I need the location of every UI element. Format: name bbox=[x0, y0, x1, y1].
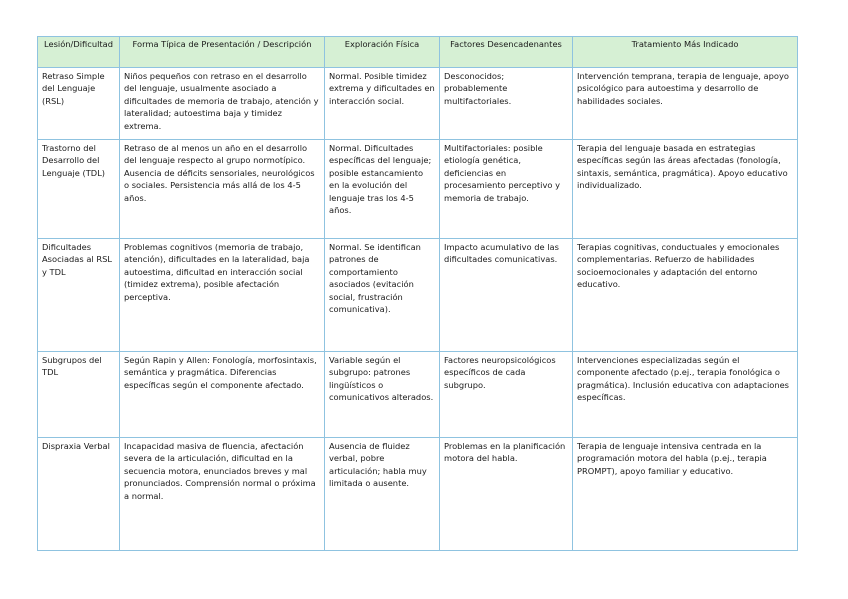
table-row bbox=[38, 352, 798, 438]
cell-lesion: Dificultades Asociadas al RSL y TDL bbox=[38, 239, 120, 352]
table-row bbox=[38, 68, 798, 140]
table-row bbox=[38, 140, 798, 239]
cell-presentacion: Niños pequeños con retraso en el desarrollo del lenguaje, usualmente asociado a dificultades de memoria de trabajo, atención y lateralidad; autoestima baja y timidez extrema. bbox=[120, 68, 325, 140]
clinical-table bbox=[37, 36, 798, 551]
cell-factores: Desconocidos; probablemente multifactoriales. bbox=[440, 68, 573, 140]
cell-tratamiento: Terapias cognitivas, conductuales y emocionales complementarias. Refuerzo de habilidades socioemocionales y adaptación del entorno educativo. bbox=[573, 239, 798, 352]
cell-factores: Multifactoriales: posible etiología genética, deficiencias en procesamiento perceptivo y memoria de trabajo. bbox=[440, 140, 573, 239]
cell-exploracion: Variable según el subgrupo: patrones lingüísticos o comunicativos alterados. bbox=[325, 352, 440, 438]
cell-factores: Problemas en la planificación motora del habla. bbox=[440, 438, 573, 551]
cell-lesion: Subgrupos del TDL bbox=[38, 352, 120, 438]
cell-presentacion: Incapacidad masiva de fluencia, afectación severa de la articulación, dificultad en la secuencia motora, enunciados breves y mal pronunciados. Comprensión normal o próxima a normal. bbox=[120, 438, 325, 551]
header-tratamiento: Tratamiento Más Indicado bbox=[573, 37, 798, 68]
cell-factores: Impacto acumulativo de las dificultades comunicativas. bbox=[440, 239, 573, 352]
cell-exploracion: Normal. Posible timidez extrema y dificultades en interacción social. bbox=[325, 68, 440, 140]
header-row bbox=[38, 37, 798, 68]
cell-tratamiento: Terapia del lenguaje basada en estrategias específicas según las áreas afectadas (fonología, sintaxis, semántica, pragmática). Apoyo educativo individualizado. bbox=[573, 140, 798, 239]
header-presentacion: Forma Típica de Presentación / Descripción bbox=[120, 37, 325, 68]
table-row bbox=[38, 438, 798, 551]
cell-lesion: Trastorno del Desarrollo del Lenguaje (TDL) bbox=[38, 140, 120, 239]
cell-tratamiento: Terapia de lenguaje intensiva centrada en la programación motora del habla (p.ej., terapia PROMPT), apoyo familiar y educativo. bbox=[573, 438, 798, 551]
cell-tratamiento: Intervenciones especializadas según el componente afectado (p.ej., terapia fonológica o pragmática). Inclusión educativa con adaptaciones específicas. bbox=[573, 352, 798, 438]
cell-tratamiento: Intervención temprana, terapia de lenguaje, apoyo psicológico para autoestima y desarrollo de habilidades sociales. bbox=[573, 68, 798, 140]
cell-exploracion: Normal. Se identifican patrones de comportamiento asociados (evitación social, frustración comunicativa). bbox=[325, 239, 440, 352]
cell-factores: Factores neuropsicológicos específicos de cada subgrupo. bbox=[440, 352, 573, 438]
header-lesion: Lesión/Dificultad bbox=[38, 37, 120, 68]
cell-exploracion: Ausencia de fluidez verbal, pobre articulación; habla muy limitada o ausente. bbox=[325, 438, 440, 551]
cell-presentacion: Retraso de al menos un año en el desarrollo del lenguaje respecto al grupo normotípico. Ausencia de déficits sensoriales, neurológicos o sociales. Persistencia más allá de los 4-5 años. bbox=[120, 140, 325, 239]
cell-lesion: Retraso Simple del Lenguaje (RSL) bbox=[38, 68, 120, 140]
cell-presentacion: Según Rapin y Allen: Fonología, morfosintaxis, semántica y pragmática. Diferencias específicas según el componente afectado. bbox=[120, 352, 325, 438]
cell-exploracion: Normal. Dificultades específicas del lenguaje; posible estancamiento en la evolución del lenguaje tras los 4-5 años. bbox=[325, 140, 440, 239]
header-exploracion: Exploración Física bbox=[325, 37, 440, 68]
cell-presentacion: Problemas cognitivos (memoria de trabajo, atención), dificultades en la lateralidad, baja autoestima, dificultad en interacción social (timidez extrema), posible afectación perceptiva. bbox=[120, 239, 325, 352]
cell-lesion: Dispraxia Verbal bbox=[38, 438, 120, 551]
header-factores: Factores Desencadenantes bbox=[440, 37, 573, 68]
table-row bbox=[38, 239, 798, 352]
